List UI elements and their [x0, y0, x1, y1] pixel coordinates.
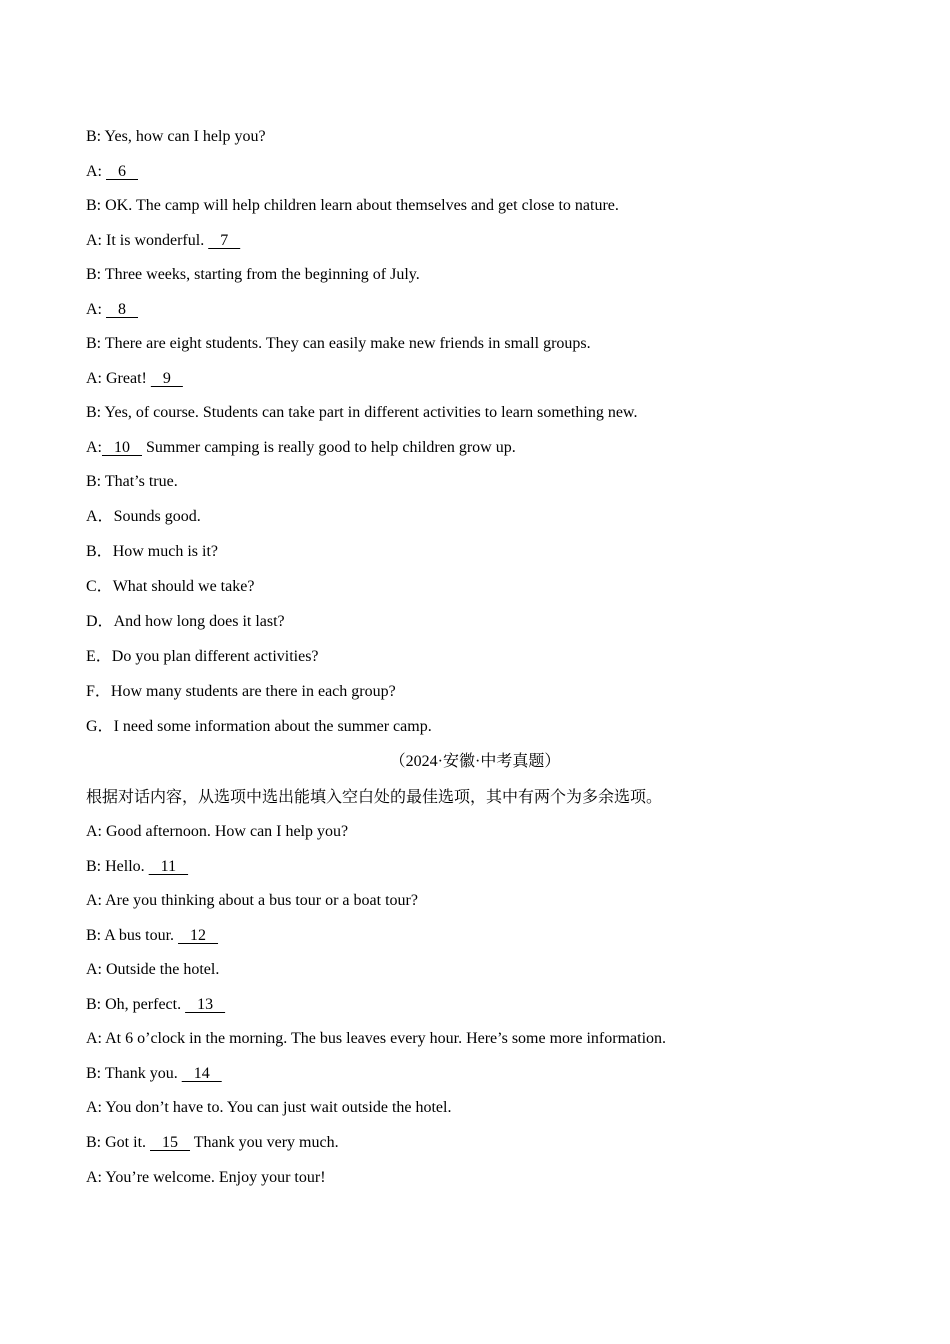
line-text: At 6 o’clock in the morning. The bus leaves every hour. Here’s some more information. [102, 1030, 667, 1047]
answer-blank-8: 8 [106, 301, 138, 318]
answer-blank-9: 9 [150, 370, 183, 387]
option-item [86, 717, 432, 737]
dialogue-line [86, 891, 418, 911]
option-letter: A． [86, 508, 114, 525]
dialogue-line [86, 960, 219, 980]
dialogue-line [86, 162, 138, 182]
option-text: Do you plan different activities? [111, 648, 319, 665]
dialogue-line [86, 1064, 222, 1084]
speaker: A: [86, 892, 102, 909]
answer-blank-10: 10 [102, 439, 142, 456]
speaker: B: [86, 335, 102, 352]
speaker: A: [86, 301, 102, 318]
line-text: Are you thinking about a bus tour or a boat tour? [102, 892, 418, 909]
dialogue-line [86, 1098, 451, 1118]
answer-blank-13: 13 [185, 996, 226, 1013]
speaker: A: [86, 232, 102, 249]
dialogue-line [86, 369, 183, 389]
line-text: Summer camping is really good to help children grow up. [142, 439, 516, 456]
option-letter: E． [86, 648, 112, 665]
instruction-text: 根据对话内容，从选项中选出能填入空白处的最佳选项，其中有两个为多余选项。 [86, 789, 663, 806]
option-item [86, 542, 218, 562]
speaker: A: [86, 823, 102, 840]
dialogue-line [86, 403, 637, 423]
line-text: A bus tour. [101, 927, 179, 944]
dialogue-line [86, 300, 138, 320]
answer-blank-14: 14 [181, 1065, 222, 1082]
option-letter: G． [86, 718, 114, 735]
answer-blank-12: 12 [178, 927, 219, 944]
line-text: Thank you. [101, 1065, 182, 1082]
dialogue-line [86, 196, 619, 216]
answer-blank-6: 6 [106, 163, 138, 180]
answer-blank-11: 11 [148, 858, 189, 875]
dialogue-line [86, 926, 218, 946]
dialogue-line [86, 438, 516, 458]
line-text: You don’t have to. You can just wait outside the hotel. [102, 1099, 452, 1116]
speaker: B: [86, 128, 102, 145]
option-text: I need some information about the summer camp. [113, 718, 432, 735]
option-letter: B． [86, 543, 113, 560]
option-text: How much is it? [112, 543, 219, 560]
line-text: Good afternoon. How can I help you? [102, 823, 349, 840]
line-text: Outside the hotel. [102, 961, 220, 978]
speaker: A: [86, 961, 102, 978]
line-text: There are eight students. They can easily make new friends in small groups. [101, 335, 591, 352]
option-item [86, 577, 254, 597]
dialogue-line [86, 127, 266, 147]
speaker: B: [86, 266, 102, 283]
dialogue-line [86, 231, 240, 251]
speaker: A: [86, 370, 102, 387]
dialogue-line [86, 472, 178, 492]
speaker: B: [86, 1134, 102, 1151]
option-item [86, 682, 396, 702]
dialogue-line [86, 1029, 666, 1049]
dialogue-line [86, 822, 348, 842]
speaker: A: [86, 1099, 102, 1116]
line-text-after: Thank you very much. [190, 1134, 339, 1151]
line-text: That’s true. [101, 473, 178, 490]
dialogue-line [86, 1168, 326, 1188]
dialogue-line [86, 265, 420, 285]
speaker: B: [86, 404, 102, 421]
line-text: Yes, of course. Students can take part in different activities to learn something new. [101, 404, 638, 421]
option-item [86, 612, 285, 632]
dialogue-line [86, 857, 188, 877]
line-text: Great! [102, 370, 151, 387]
option-item [86, 507, 201, 527]
speaker: A: [86, 163, 102, 180]
dialogue-line [86, 334, 591, 354]
option-text: And how long does it last? [113, 613, 285, 630]
option-letter: F． [86, 683, 111, 700]
dialogue-line [86, 1133, 339, 1153]
speaker: B: [86, 858, 102, 875]
option-text: How many students are there in each group? [110, 683, 396, 700]
line-text: Oh, perfect. [101, 996, 186, 1013]
line-text: Three weeks, starting from the beginning of July. [101, 266, 420, 283]
option-item [86, 647, 319, 667]
line-text: Hello. [101, 858, 149, 875]
line-text: Yes, how can I help you? [101, 128, 266, 145]
option-letter: C． [86, 578, 113, 595]
speaker: B: [86, 197, 102, 214]
answer-blank-7: 7 [208, 232, 241, 249]
line-text: You’re welcome. Enjoy your tour! [102, 1169, 326, 1186]
source-heading: （2024·安徽·中考真题） [389, 753, 561, 770]
speaker: B: [86, 1065, 102, 1082]
dialogue-line [86, 995, 225, 1015]
speaker: A: [86, 1030, 102, 1047]
speaker: B: [86, 927, 102, 944]
option-text: What should we take? [112, 578, 255, 595]
answer-blank-15: 15 [150, 1134, 191, 1151]
option-text: Sounds good. [113, 508, 201, 525]
speaker: B: [86, 473, 102, 490]
line-text: OK. The camp will help children learn about themselves and get close to nature. [101, 197, 619, 214]
line-text: It is wonderful. [102, 232, 209, 249]
speaker: A: [86, 439, 102, 456]
speaker: B: [86, 996, 102, 1013]
line-text: Got it. [101, 1134, 151, 1151]
speaker: A: [86, 1169, 102, 1186]
option-letter: D． [86, 613, 114, 630]
